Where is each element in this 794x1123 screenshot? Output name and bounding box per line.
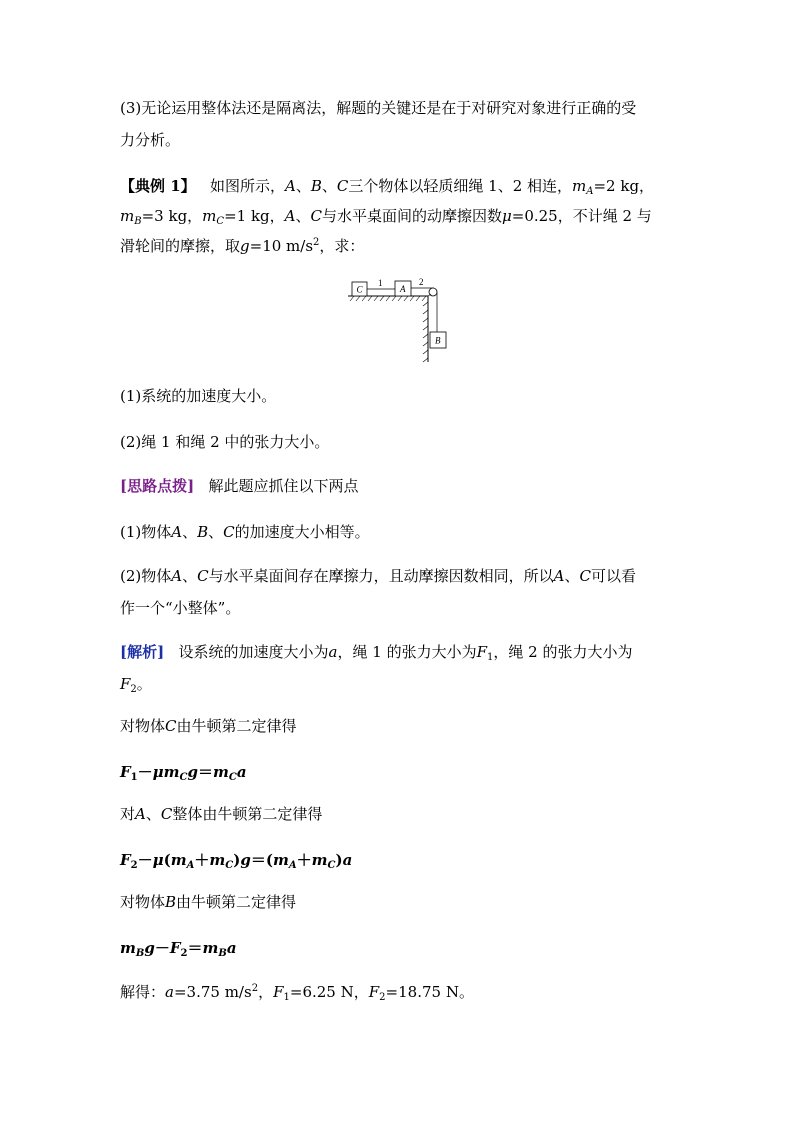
op: ＋ (296, 851, 312, 869)
text: =3 kg， (141, 207, 203, 225)
text: 、 (208, 523, 224, 541)
sym: a (165, 983, 174, 1001)
text: 三个物体以轻质细绳 1、2 相连， (348, 177, 573, 195)
sym: a (328, 643, 338, 661)
sym: C (160, 805, 173, 823)
sym: m (572, 177, 587, 195)
sym: C (223, 523, 235, 541)
sym: F (120, 851, 131, 869)
text: 由牛顿第二定律得 (176, 893, 297, 911)
sym: A (186, 860, 195, 871)
hint-point-1 (120, 516, 680, 548)
text: 整体由牛顿第二定律得 (172, 805, 323, 823)
sub: 1 (487, 652, 494, 663)
sym: B (165, 893, 177, 911)
block-a-label: A (400, 284, 406, 294)
op: ( (265, 851, 273, 869)
sym: μ (152, 763, 164, 781)
block-c-label: C (356, 284, 363, 295)
step-3-label (120, 886, 680, 918)
text: 设系统的加速度大小为 (178, 643, 329, 661)
sym: μ (502, 207, 512, 225)
op: － (154, 939, 170, 957)
example-line-3 (120, 230, 680, 262)
op: ( (163, 851, 171, 869)
sym: g (144, 939, 155, 957)
text: 对物体 (120, 717, 166, 735)
hint-label: [思路点拨] (120, 477, 195, 495)
sym: A (135, 805, 146, 823)
sym: F (169, 939, 181, 957)
hint-line (120, 470, 680, 502)
text: ，绳 1 的张力大小为 (337, 643, 477, 661)
sym: C (310, 207, 322, 225)
op: ＝ (187, 939, 203, 957)
op: ＝ (197, 763, 213, 781)
text: 如图所示， (209, 177, 285, 195)
text: (1)系统的加速度大小。 (120, 387, 277, 405)
text: ，求： (319, 237, 365, 255)
text: ，绳 2 的张力大小为 (493, 643, 633, 661)
text: 、 (321, 177, 337, 195)
op: ＝ (250, 851, 266, 869)
sym: C (228, 772, 237, 783)
sym: F (368, 983, 380, 1001)
op: ＋ (194, 851, 210, 869)
sym: A (553, 567, 565, 585)
sym: a (236, 763, 247, 781)
sym: C (225, 860, 234, 871)
sub: 2 (130, 860, 138, 871)
hint-point-2-cont (120, 592, 680, 624)
sym: C (179, 772, 188, 783)
sym: B (218, 948, 227, 959)
sym: B (134, 216, 142, 227)
paragraph-method-note (120, 92, 680, 124)
sub: 2 (379, 992, 386, 1003)
sym: m (120, 939, 136, 957)
sym: m (212, 763, 229, 781)
sym: m (170, 851, 187, 869)
example-line-1 (120, 170, 680, 202)
text: (3)无论运用整体法还是隔离法，解题的关键还是在于对研究对象进行正确的受 (120, 99, 637, 117)
rope-2-label: 2 (419, 277, 424, 287)
analysis-line-1 (120, 636, 680, 668)
text: 与水平桌面间的动摩擦因数 (321, 207, 502, 225)
sub: 2 (130, 684, 137, 695)
table-hatch (350, 296, 426, 301)
text: =0.25，不计绳 2 与 (511, 207, 652, 225)
equation-3 (120, 932, 680, 964)
sym: A (288, 860, 297, 871)
sym: F (273, 983, 284, 1001)
rope-1-label: 1 (378, 278, 383, 288)
text: 、 (295, 207, 311, 225)
sym: g (240, 237, 250, 255)
analysis-line-2 (120, 668, 680, 700)
sym: a (226, 939, 237, 957)
block-b-label: B (435, 335, 441, 346)
text: 对 (120, 805, 136, 823)
sub: 1 (283, 992, 290, 1003)
sym: a (342, 851, 353, 869)
sub: 1 (130, 772, 138, 783)
text: 、 (182, 523, 198, 541)
sym: A (586, 186, 594, 197)
op: ) (233, 851, 241, 869)
question-1 (120, 380, 680, 412)
sym: m (202, 207, 217, 225)
sym: C (579, 567, 591, 585)
text: 、 (564, 567, 580, 585)
sym: F (476, 643, 487, 661)
edge-hatch (423, 302, 428, 362)
op: － (137, 763, 153, 781)
sym: m (202, 939, 219, 957)
sym: B (135, 948, 145, 959)
sym: m (209, 851, 226, 869)
step-1-label (120, 710, 680, 742)
equation-1 (120, 756, 680, 788)
op: － (137, 851, 153, 869)
example-line-2 (120, 200, 680, 232)
text: 的加速度大小相等。 (234, 523, 370, 541)
text: 滑轮间的摩擦，取 (120, 237, 241, 255)
text: 由牛顿第二定律得 (176, 717, 297, 735)
text: 解得： (120, 983, 166, 1001)
sym: C (327, 860, 336, 871)
sup: 2 (313, 237, 320, 248)
sym: μ (152, 851, 164, 869)
text: 力分析。 (120, 131, 181, 149)
text: 、 (182, 567, 198, 585)
text: 、 (295, 177, 311, 195)
sub: 2 (180, 948, 188, 959)
sym: C (197, 567, 209, 585)
question-2 (120, 426, 680, 458)
text: (2)绳 1 和绳 2 中的张力大小。 (120, 433, 330, 451)
sym: B (197, 523, 209, 541)
text: =2 kg， (593, 177, 655, 195)
op: ) (335, 851, 343, 869)
equation-2 (120, 844, 680, 876)
text: =18.75 N。 (385, 983, 474, 1001)
sym: A (284, 207, 296, 225)
text: =3.75 m/s (173, 983, 252, 1001)
sym: C (216, 216, 225, 227)
sym: m (163, 763, 180, 781)
example-label: 【典例 1】 (120, 177, 196, 195)
solution-line (120, 976, 680, 1008)
text: 解此题应抓住以下两点 (208, 477, 359, 495)
text: (2)物体 (120, 567, 172, 585)
pulley-diagram (340, 272, 460, 364)
sym: m (272, 851, 289, 869)
text: 可以看 (590, 567, 636, 585)
sym: F (120, 675, 131, 693)
text: =1 kg， (224, 207, 285, 225)
sym: A (171, 567, 183, 585)
text: (1)物体 (120, 523, 172, 541)
sym: A (171, 523, 183, 541)
sym: g (240, 851, 251, 869)
text: =6.25 N， (289, 983, 369, 1001)
op: ， (258, 983, 274, 1001)
sym: F (120, 763, 131, 781)
text: 。 (136, 675, 152, 693)
sym: g (187, 763, 198, 781)
sym: B (310, 177, 322, 195)
hint-point-2 (120, 560, 680, 592)
analysis-label: [解析] (120, 643, 165, 661)
text: 与水平桌面间存在摩擦力，且动摩擦因数相同，所以 (208, 567, 554, 585)
text: 作一个“小整体”。 (120, 599, 241, 617)
text: =10 m/s (249, 237, 314, 255)
sym: C (336, 177, 349, 195)
sup: 2 (251, 983, 259, 994)
sym: m (120, 207, 135, 225)
sym: A (285, 177, 296, 195)
sym: m (311, 851, 328, 869)
sym: C (165, 717, 177, 735)
text: 对物体 (120, 893, 166, 911)
text: 、 (145, 805, 161, 823)
paragraph-method-note-cont (120, 124, 680, 156)
step-2-label (120, 798, 680, 830)
